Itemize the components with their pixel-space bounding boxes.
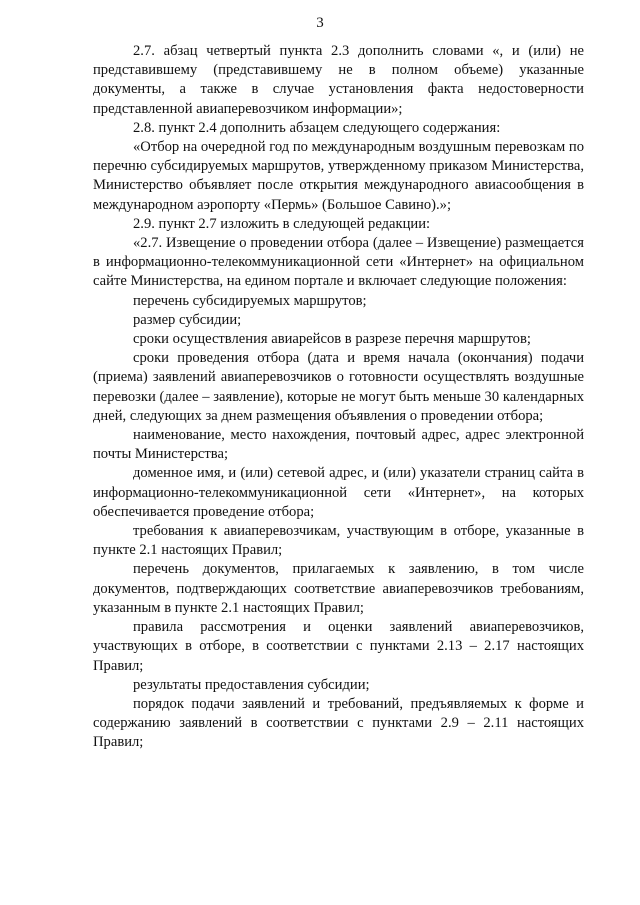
- list-item-domain-name: доменное имя, и (или) сетевой адрес, и (или) указатели страниц сайта в информационно-телекоммуникационной сети «Интернет», на которых обеспечивается проведение отбора;: [93, 465, 584, 520]
- list-item-submission-procedure: порядок подачи заявлений и требований, предъявляемых к форме и содержанию заявлений в соответствии с пунктами 2.9 – 2.11 настоящих Правил;: [93, 695, 584, 751]
- list-item-flight-terms: сроки осуществления авиарейсов в разрезе перечня маршрутов;: [133, 331, 531, 348]
- list-item-routes: перечень субсидируемых маршрутов;: [133, 292, 367, 309]
- page-number: 3: [316, 15, 324, 31]
- paragraph-notice-2-7: «2.7. Извещение о проведении отбора (далее – Извещение) размещается в информационно-телекоммуникационной сети «Интернет» на официальном сайте Министерства, на едином портале и включает следующие положения:: [93, 235, 584, 290]
- paragraph-2-9-amendment: 2.9. пункт 2.7 изложить в следующей редакции:: [133, 215, 431, 232]
- list-item-results: результаты предоставления субсидии;: [133, 676, 370, 693]
- list-item-subsidy-size: размер субсидии;: [133, 311, 242, 328]
- list-item-selection-terms: сроки проведения отбора (дата и время начала (окончания) подачи (приема) заявлений авиаперевозчиков о готовности осуществлять воздушные перевозки (далее – заявление), которые не могут быть меньше 30 календарных дней, следующих за днем размещения объявления о проведении отбора;: [93, 350, 584, 424]
- list-item-documents: перечень документов, прилагаемых к заявлению, в том числе документов, подтверждающих соответствие авиаперевозчиков требованиям, указанным в пункте 2.1 настоящих Правил;: [93, 561, 584, 616]
- paragraph-2-7-amendment: 2.7. абзац четвертый пункта 2.3 дополнить словами «, и (или) не представившему (представившему не в полном объеме) указанные документы, а также в случае установления факта недостоверности представленной авиаперевозчиком информации»;: [93, 43, 584, 117]
- paragraph-2-8-amendment: 2.8. пункт 2.4 дополнить абзацем следующего содержания:: [133, 119, 501, 136]
- paragraph-selection-international: «Отбор на очередной год по международным воздушным перевозкам по перечню субсидируемых маршрутов, утвержденному приказом Министерства, Министерство объявляет после открытия международного авиасообщения в международном аэропорту «Пермь» (Большое Савино).»;: [93, 139, 584, 213]
- list-item-ministry-contacts: наименование, место нахождения, почтовый адрес, адрес электронной почты Министерства;: [93, 427, 584, 463]
- list-item-review-rules: правила рассмотрения и оценки заявлений авиаперевозчиков, участвующих в отборе, в соответствии с пунктами 2.13 – 2.17 настоящих Правил;: [93, 619, 584, 674]
- list-item-requirements: требования к авиаперевозчикам, участвующим в отборе, указанные в пункте 2.1 настоящих Правил;: [93, 523, 584, 559]
- document-body: [93, 42, 584, 753]
